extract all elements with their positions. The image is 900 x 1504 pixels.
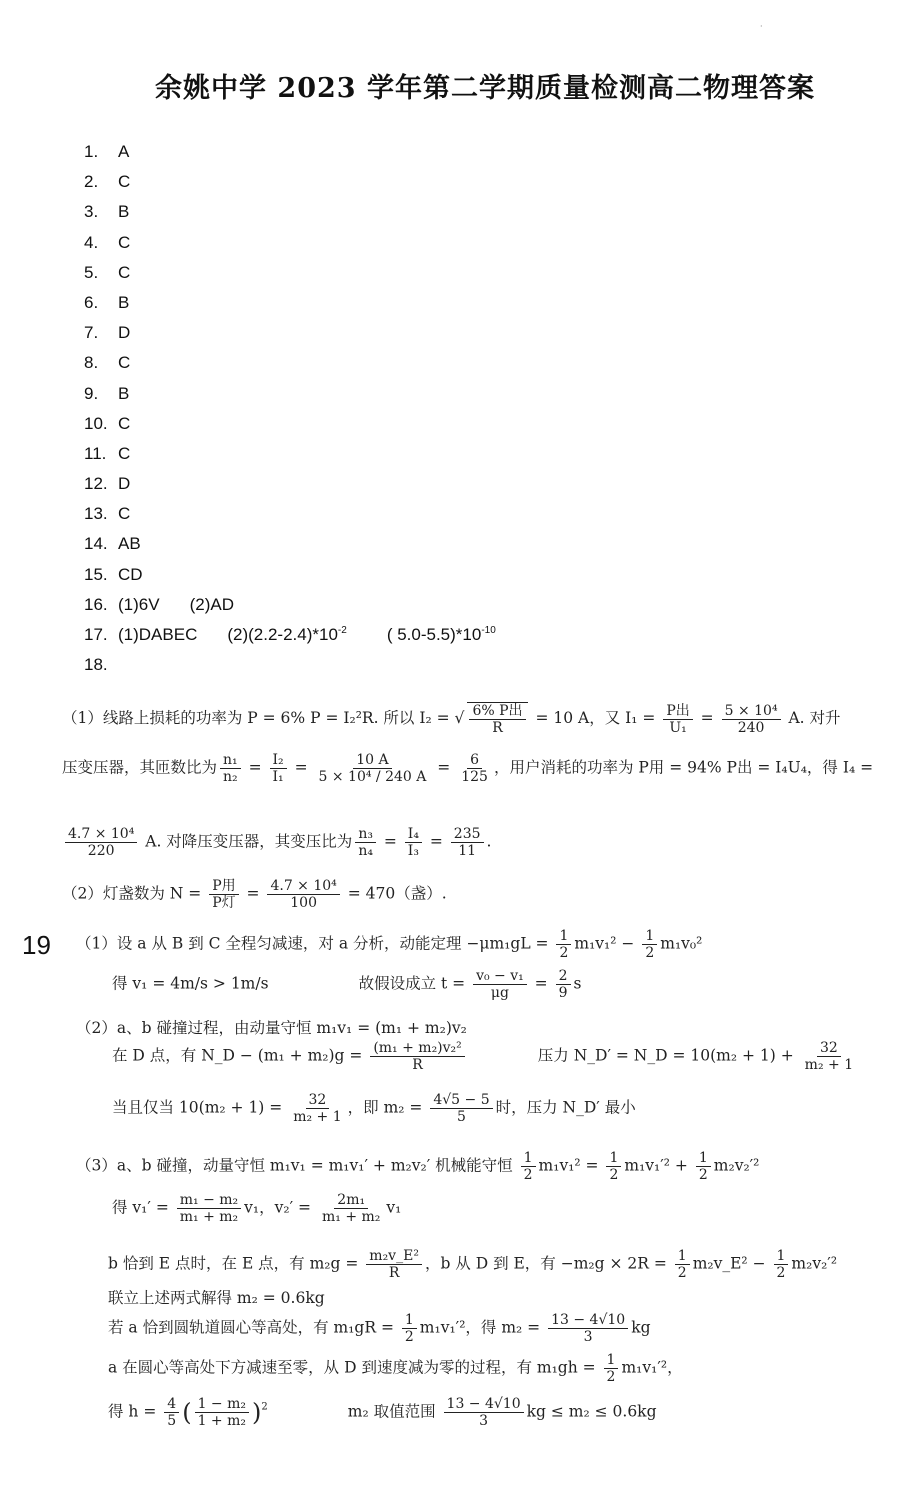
answer-part: (1)DABEC [118,625,198,644]
formula-fraction: $\frac{1}{2}$ [696,1150,711,1183]
formula-fraction: $\frac{1}{2}$ [521,1150,536,1183]
formula-fraction: $\frac{1}{2}$ [675,1248,690,1281]
answer-row [84,137,496,167]
answer-number: 11. [84,443,107,463]
formula-fraction: $\frac{\text{I₄}}{\text{I₃}}$ [405,826,422,859]
answer-choice: C [118,172,131,192]
answer-row [84,348,496,378]
answer-choice: B [118,292,130,312]
answer-choice: C [118,443,131,463]
formula-fraction: $\frac{\text{(m₁ + m₂)v₂²}}{R}$ [370,1040,464,1073]
answer-choice: A [118,142,130,161]
page-title: 余姚中学 2023 学年第二学期质量检测高二物理答案 [155,73,815,104]
answer-row-16 [84,590,496,620]
formula-fraction: $\frac{\text{v₀ − v₁}}{\mu g}$ [473,968,527,1001]
formula-fraction: $\frac{\text{1 − m₂}}{\text{1 + m₂}}$ [195,1396,249,1429]
answer-row [84,258,496,288]
q19-line-8: b 恰到 E 点时，在 E 点，有 m₂g = $\frac{\text{m₂v\_E²}}{R}$ ，b 从 D 到 E，有 −m₂g × 2R = $\frac{1}{2}$ m₂v_E² − $\frac{1}{2}$ m₂v₂′² [108,1248,838,1282]
answer-row [84,469,496,499]
formula-fraction: $\frac{1}{2}$ [402,1312,417,1345]
q19-line-12: 得 h = $\frac{4}{5}$ ( $\frac{\text{1 − m₂}}{\text{1 + m₂}}$ )$^2$ m₂ 取值范围 $\frac{13 - 4√10}{3}$ kg ≤ m₂ ≤ 0.6kg [108,1396,657,1430]
q18-line-2: 压变压器，其匝数比为 $\frac{\text{n₁}}{\text{n₂}}$ = $\frac{\text{I₂}}{\text{I₁}}$ = $\frac{10 A}{\text{5 × 10⁴ / 240 A}}$ = $\frac{6}{125}$ ，用户消耗的功率为 P用 = 94% P出 = I₄U₄，得 I₄ = [62,752,874,786]
answer-row [84,529,496,559]
answer-number: 18. [84,655,108,675]
answer-row [84,379,496,409]
formula-fraction: $\frac{4}{5}$ [164,1396,179,1429]
answer-choice: C [118,413,131,433]
answer-number: 15. [84,564,108,584]
answer-number: 13. [84,504,108,524]
answer-choice: CD [118,564,143,584]
exponent: -2 [337,625,347,636]
answer-number: 5. [84,262,99,282]
q18-line-4: （2）灯盏数为 N = $\frac{\text{P用}}{\text{P灯}}$ = $\frac{\text{4.7 × 10⁴}}{100}$ = 470（盏）. [62,878,447,912]
formula-fraction: $\frac{13 - 4√10}{3}$ [548,1312,628,1345]
answer-row [84,439,496,469]
answer-row [84,288,496,318]
answer-choice: C [118,262,131,282]
q19-line-4: 在 D 点，有 N_D − (m₁ + m₂)g = $\frac{\text{(m₁ + m₂)v₂²}}{R}$ 压力 N_D′ = N_D = 10(m₂ + 1) + $\frac{32}{\text{m₂ + 1}}$ [112,1040,859,1073]
answer-number: 7. [84,323,99,343]
formula-fraction: $\frac{6}{125}$ [461,752,488,786]
answer-row [84,560,496,590]
formula-fraction: $\frac{\text{4.7 × 10⁴}}{100}$ [267,878,339,911]
answer-number: 12. [84,474,108,494]
formula-fraction: $\frac{1}{2}$ [606,1150,621,1183]
formula-fraction: $\frac{235}{11}$ [451,826,484,859]
q19-line-6: （3）a、b 碰撞，动量守恒 m₁v₁ = m₁v₁′ + m₂v₂′ 机械能守恒 $\frac{1}{2}$ m₁v₁² = $\frac{1}{2}$ m₁v₁′² + $\frac{1}{2}$ m₂v₂′² [76,1150,760,1184]
answer-number: 9. [84,383,99,403]
answer-number: 8. [84,353,99,373]
q19-line-2: 得 v₁ = 4m/s > 1m/s 故假设成立 t = $\frac{\text{v₀ − v₁}}{\mu g}$ = $\frac{2}{9}$ s [112,968,582,1002]
formula-fraction: $\frac{2}{9}$ [556,968,571,1001]
formula-fraction: $\frac{1}{2}$ [774,1248,789,1281]
formula-fraction: $\frac{\text{4.7 × 10⁴}}{220}$ [65,826,137,859]
answer-number: 6. [84,292,99,312]
formula-fraction: $\frac{\text{m₁ − m₂}}{\text{m₁ + m₂}}$ [177,1192,241,1225]
answer-part: ( 5.0-5.5)*10 [386,625,482,644]
formula-fraction: $\frac{\text{P出}}{\text{U₁}}$ [663,703,692,736]
answer-number: 1. [84,142,99,161]
exponent: -10 [481,625,496,636]
formula-fraction: $\frac{1}{2}$ [604,1352,619,1385]
answer-number: 4. [84,232,99,252]
formula-fraction: $\frac{\text{5 × 10⁴}}{240}$ [722,703,781,736]
formula-fraction: $\frac{\text{P用}}{\text{P灯}}$ [209,878,238,911]
answer-row-17 [84,620,496,650]
formula-fraction: $\frac{10 A}{\text{5 × 10⁴ / 240 A}}$ [318,752,427,786]
formula-fraction: $\frac{32}{\text{m₂ + 1}}$ [804,1040,854,1074]
answer-number: 14. [84,534,108,554]
formula-fraction: $\frac{\text{n₃}}{\text{n₄}}$ [355,826,376,859]
answer-choice: C [118,353,131,373]
formula-fraction: $\frac{\text{m₂v\_E²}}{R}$ [366,1248,422,1281]
q19-line-5: 当且仅当 10(m₂ + 1) = $\frac{32}{\text{m₂ + 1}}$ ，即 m₂ = $\frac{4√5 - 5}{5}$ 时，压力 N_D′ 最小 [112,1092,636,1126]
answer-number: 10. [84,413,108,433]
q19-line-3: （2）a、b 碰撞过程，由动量守恒 m₁v₁ = (m₁ + m₂)v₂ [76,1019,467,1037]
answer-list [84,137,496,680]
q19-line-1: （1）设 a 从 B 到 C 全程匀减速，对 a 分析，动能定理 −μm₁gL = $\frac{1}{2}$ m₁v₁² − $\frac{1}{2}$ m₁v₀² [76,928,703,962]
answer-choice: C [118,504,131,524]
answer-row [84,197,496,227]
answer-row [84,167,496,197]
q19-line-9: 联立上述两式解得 m₂ = 0.6kg [108,1289,325,1307]
answer-row [84,228,496,258]
scan-mark: · [760,22,763,31]
answer-choice: D [118,474,131,494]
q19-line-7: 得 v₁′ = $\frac{\text{m₁ − m₂}}{\text{m₁ + m₂}}$ v₁，v₂′ = $\frac{\text{2m₁}}{\text{m₁ + m₂}}$ v₁ [112,1192,402,1226]
formula-fraction: $\frac{32}{\text{m₂ + 1}}$ [293,1092,342,1126]
answer-choice: D [118,323,131,343]
formula-fraction: $\frac{1}{2}$ [556,928,571,961]
answer-choice: B [118,383,130,403]
formula-fraction: $\frac{13 - 4√10}{3}$ [444,1396,524,1429]
formula-fraction: $\frac{\text{6\% P出}}{R}$ [467,702,527,736]
question-number-19: 19 [22,930,51,960]
answer-row [84,318,496,348]
answer-part: (2)(2.2-2.4)*10 [227,625,338,644]
answer-number: 2. [84,172,99,192]
answer-number: 17. [84,625,108,644]
formula-fraction: $\frac{\text{n₁}}{\text{n₂}}$ [220,752,241,785]
answer-choice: B [118,202,130,222]
q18-line-1: （1）线路上损耗的功率为 P = 6% P = I₂²R. 所以 I₂ = √ $\frac{\text{6\% P出}}{R}$ = 10 A，又 I₁ = $\frac{\text{P出}}{\text{U₁}}$ = $\frac{\text{5 × 10⁴}}{240}$ A. 对升 [62,702,841,737]
formula-fraction: $\frac{\text{I₂}}{\text{I₁}}$ [270,752,287,785]
formula-fraction: $\frac{1}{2}$ [642,928,657,961]
answer-part: (1)6V [118,594,160,614]
answer-row [84,409,496,439]
answer-number: 16. [84,594,108,614]
answer-row-18 [84,650,496,680]
answer-choice: C [118,232,131,252]
q18-line-3: $\frac{\text{4.7 × 10⁴}}{220}$ A. 对降压变压器，其变压比为 $\frac{\text{n₃}}{\text{n₄}}$ = $\frac{\text{I₄}}{\text{I₃}}$ = $\frac{235}{11}$ . [62,826,491,859]
formula-fraction: $\frac{4√5 - 5}{5}$ [430,1092,492,1125]
answer-number: 3. [84,202,99,222]
answer-choice: AB [118,534,141,554]
q19-line-10: 若 a 恰到圆轨道圆心等高处，有 m₁gR = $\frac{1}{2}$ m₁v₁′²，得 m₂ = $\frac{13 - 4√10}{3}$ kg [108,1312,651,1346]
answer-row [84,499,496,529]
formula-fraction: $\frac{\text{2m₁}}{\text{m₁ + m₂}}$ [321,1192,381,1226]
q19-line-11: a 在圆心等高处下方减速至零，从 D 到速度减为零的过程，有 m₁gh = $\frac{1}{2}$ m₁v₁′²， [108,1352,683,1386]
answer-part: (2)AD [189,594,234,614]
